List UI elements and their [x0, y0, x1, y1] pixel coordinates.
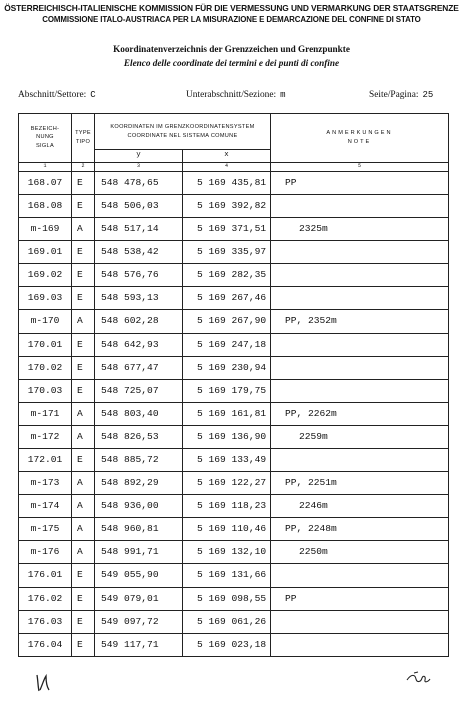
x-coordinate-cell: 5 169 133,49	[183, 448, 271, 471]
type-cell: E	[72, 356, 95, 379]
type-cell: A	[72, 425, 95, 448]
column-number: 4	[183, 162, 271, 171]
column-number: 3	[95, 162, 183, 171]
x-coordinate-cell: 5 169 335,97	[183, 241, 271, 264]
designation-cell: 170.02	[19, 356, 72, 379]
x-coordinate-cell: 5 169 122,27	[183, 472, 271, 495]
type-cell: A	[72, 218, 95, 241]
table-row	[19, 310, 449, 333]
y-coordinate-cell: 549 055,90	[95, 564, 183, 587]
note-cell: PP	[271, 587, 449, 610]
designation-cell: 169.02	[19, 264, 72, 287]
signature-right	[405, 670, 431, 690]
designation-cell: 168.08	[19, 194, 72, 217]
designation-cell: 169.03	[19, 287, 72, 310]
note-cell	[271, 287, 449, 310]
note-cell: PP, 2352m	[271, 310, 449, 333]
table-row	[19, 218, 449, 241]
section-field	[18, 90, 96, 100]
table-row	[19, 610, 449, 633]
y-coordinate-cell: 548 892,29	[95, 472, 183, 495]
commission-title-german: ÖSTERREICHISCH-ITALIENISCHE KOMMISSION FÜR DIE VERMESSUNG UND VERMARKUNG DER STAATSGRENZE	[4, 3, 459, 13]
x-coordinate-cell: 5 169 061,26	[183, 610, 271, 633]
type-cell: A	[72, 495, 95, 518]
type-cell: E	[72, 633, 95, 656]
designation-cell: 176.01	[19, 564, 72, 587]
page-label: Seite/Pagina:	[369, 90, 419, 100]
x-coordinate-cell: 5 169 023,18	[183, 633, 271, 656]
note-cell: 2259m	[271, 425, 449, 448]
table-row	[19, 425, 449, 448]
coordinates-subtitle: COORDINATE NEL SISTEMA COMUNE	[127, 132, 238, 139]
y-coordinate-cell: 548 602,28	[95, 310, 183, 333]
y-coordinate-cell: 548 725,07	[95, 379, 183, 402]
y-coordinate-cell: 548 506,03	[95, 194, 183, 217]
x-coordinate-cell: 5 169 267,46	[183, 287, 271, 310]
type-cell: E	[72, 194, 95, 217]
note-cell	[271, 633, 449, 656]
table-body	[19, 171, 449, 656]
type-cell: E	[72, 379, 95, 402]
column-header-y: y	[95, 150, 183, 163]
designation-cell: m-176	[19, 541, 72, 564]
subsection-label: Unterabschnitt/Sezione:	[186, 90, 277, 100]
y-coordinate-cell: 549 117,71	[95, 633, 183, 656]
signature-right-icon	[405, 670, 431, 686]
y-coordinate-cell: 548 960,81	[95, 518, 183, 541]
y-coordinate-cell: 548 991,71	[95, 541, 183, 564]
y-coordinate-cell: 548 593,13	[95, 287, 183, 310]
signature-left-icon	[34, 673, 56, 693]
y-coordinate-cell: 548 642,93	[95, 333, 183, 356]
subsection-value: m	[280, 90, 286, 100]
column-header-coordinates	[95, 114, 271, 150]
coordinates-title: KOORDINATEN IM GRENZKOORDINATENSYSTEM	[110, 123, 255, 130]
y-coordinate-cell: 549 079,01	[95, 587, 183, 610]
column-header-designation: BEZEICH- NUNG SIGLA	[19, 114, 72, 163]
designation-cell: m-175	[19, 518, 72, 541]
coordinate-table	[18, 113, 449, 657]
x-coordinate-cell: 5 169 132,10	[183, 541, 271, 564]
table-row	[19, 356, 449, 379]
x-coordinate-cell: 5 169 118,23	[183, 495, 271, 518]
section-label: Abschnitt/Settore:	[18, 90, 87, 100]
type-cell: E	[72, 587, 95, 610]
table-row	[19, 241, 449, 264]
table-row	[19, 264, 449, 287]
table-row	[19, 402, 449, 425]
section-value: C	[90, 90, 96, 100]
page-field	[369, 90, 433, 100]
designation-cell: 169.01	[19, 241, 72, 264]
designation-cell: 168.07	[19, 171, 72, 194]
y-coordinate-cell: 548 803,40	[95, 402, 183, 425]
signature-left	[34, 673, 56, 697]
note-cell	[271, 264, 449, 287]
table-row	[19, 448, 449, 471]
note-cell: 2325m	[271, 218, 449, 241]
x-coordinate-cell: 5 169 161,81	[183, 402, 271, 425]
table-row	[19, 379, 449, 402]
designation-cell: 176.04	[19, 633, 72, 656]
designation-cell: m-171	[19, 402, 72, 425]
designation-cell: 172.01	[19, 448, 72, 471]
table-row	[19, 495, 449, 518]
note-cell: PP, 2251m	[271, 472, 449, 495]
type-cell: E	[72, 171, 95, 194]
x-coordinate-cell: 5 169 247,18	[183, 333, 271, 356]
note-cell: 2246m	[271, 495, 449, 518]
note-cell	[271, 241, 449, 264]
table-row	[19, 472, 449, 495]
type-cell: E	[72, 241, 95, 264]
x-coordinate-cell: 5 169 371,51	[183, 218, 271, 241]
y-coordinate-cell: 548 478,65	[95, 171, 183, 194]
subsection-field	[186, 90, 286, 100]
y-coordinate-cell: 548 826,53	[95, 425, 183, 448]
table-row	[19, 564, 449, 587]
type-cell: A	[72, 472, 95, 495]
designation-cell: 176.03	[19, 610, 72, 633]
type-cell: A	[72, 541, 95, 564]
note-cell	[271, 564, 449, 587]
column-header-x: x	[183, 150, 271, 163]
x-coordinate-cell: 5 169 098,55	[183, 587, 271, 610]
y-coordinate-cell: 548 517,14	[95, 218, 183, 241]
document-title-german: Koordinatenverzeichnis der Grenzzeichen und Grenzpunkte	[113, 44, 350, 54]
note-cell	[271, 610, 449, 633]
note-cell	[271, 194, 449, 217]
document-title-italian: Elenco delle coordinate dei termini e dei punti di confine	[123, 58, 340, 68]
x-coordinate-cell: 5 169 282,35	[183, 264, 271, 287]
designation-cell: m-169	[19, 218, 72, 241]
x-coordinate-cell: 5 169 110,46	[183, 518, 271, 541]
note-cell: PP	[271, 171, 449, 194]
commission-title-italian: COMMISSIONE ITALO-AUSTRIACA PER LA MISURAZIONE E DEMARCAZIONE DEL CONFINE DI STATO	[42, 15, 421, 24]
table-row	[19, 633, 449, 656]
table-row	[19, 171, 449, 194]
table-row	[19, 194, 449, 217]
type-cell: E	[72, 264, 95, 287]
column-number: 5	[271, 162, 449, 171]
note-cell: 2250m	[271, 541, 449, 564]
note-cell	[271, 333, 449, 356]
type-cell: A	[72, 518, 95, 541]
column-header-type: TYPE TIPO	[72, 114, 95, 163]
table-row	[19, 333, 449, 356]
page-value: 25	[422, 90, 434, 100]
designation-cell: 170.03	[19, 379, 72, 402]
table-row	[19, 287, 449, 310]
note-cell	[271, 356, 449, 379]
table-row	[19, 518, 449, 541]
column-number: 1	[19, 162, 72, 171]
designation-cell: 170.01	[19, 333, 72, 356]
x-coordinate-cell: 5 169 435,81	[183, 171, 271, 194]
y-coordinate-cell: 548 936,00	[95, 495, 183, 518]
note-cell: PP, 2248m	[271, 518, 449, 541]
x-coordinate-cell: 5 169 267,90	[183, 310, 271, 333]
y-coordinate-cell: 548 677,47	[95, 356, 183, 379]
note-cell: PP, 2262m	[271, 402, 449, 425]
designation-cell: m-170	[19, 310, 72, 333]
x-coordinate-cell: 5 169 230,94	[183, 356, 271, 379]
type-cell: E	[72, 333, 95, 356]
x-coordinate-cell: 5 169 392,82	[183, 194, 271, 217]
type-cell: E	[72, 287, 95, 310]
y-coordinate-cell: 548 885,72	[95, 448, 183, 471]
y-coordinate-cell: 548 576,76	[95, 264, 183, 287]
type-cell: E	[72, 448, 95, 471]
note-cell	[271, 448, 449, 471]
y-coordinate-cell: 548 538,42	[95, 241, 183, 264]
type-cell: E	[72, 610, 95, 633]
designation-cell: m-172	[19, 425, 72, 448]
column-header-notes: ANMERKUNGEN NOTE	[271, 114, 449, 163]
type-cell: E	[72, 564, 95, 587]
note-cell	[271, 379, 449, 402]
table-row	[19, 587, 449, 610]
x-coordinate-cell: 5 169 136,90	[183, 425, 271, 448]
column-number: 2	[72, 162, 95, 171]
designation-cell: 176.02	[19, 587, 72, 610]
type-cell: A	[72, 402, 95, 425]
table-row	[19, 541, 449, 564]
x-coordinate-cell: 5 169 179,75	[183, 379, 271, 402]
designation-cell: m-173	[19, 472, 72, 495]
designation-cell: m-174	[19, 495, 72, 518]
y-coordinate-cell: 549 097,72	[95, 610, 183, 633]
type-cell: A	[72, 310, 95, 333]
x-coordinate-cell: 5 169 131,66	[183, 564, 271, 587]
